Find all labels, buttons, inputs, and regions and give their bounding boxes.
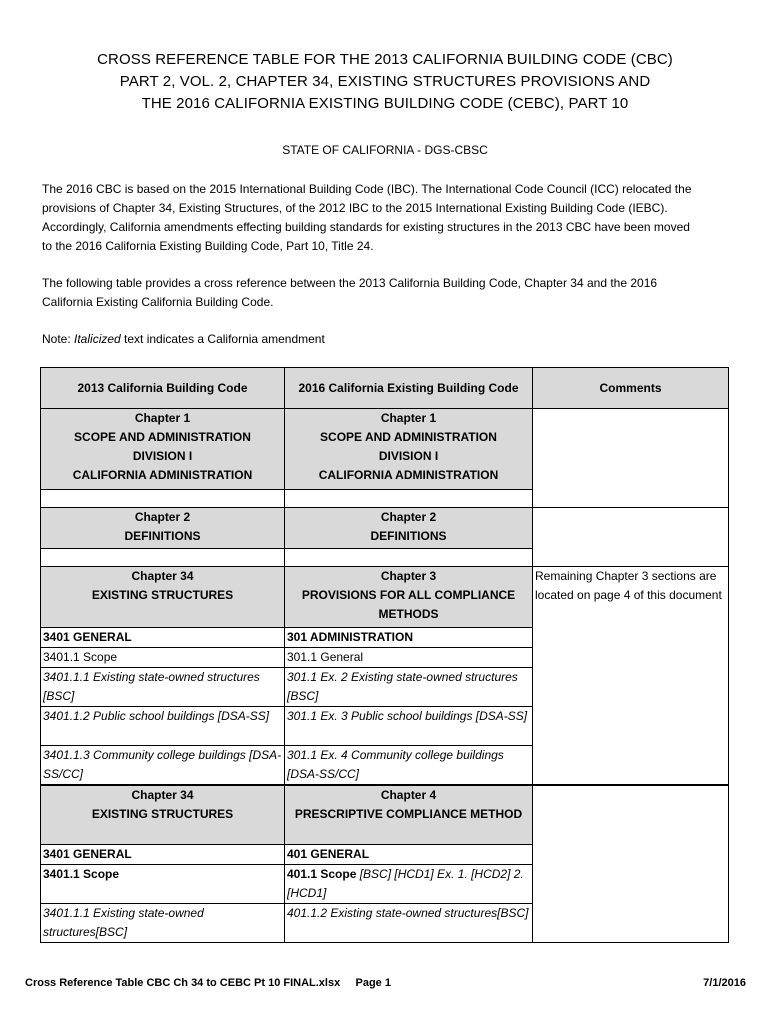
cebc-section: 401.1.2 Existing state-owned structures[BSC] — [285, 904, 533, 943]
cell-line: Chapter 1 — [134, 411, 191, 425]
table-header-row — [41, 368, 729, 409]
chapter-3-cebc — [285, 567, 533, 628]
cell-line: PRESCRIPTIVE COMPLIANCE METHOD — [294, 807, 523, 821]
cell-line: Chapter 2 — [134, 510, 191, 524]
chapter-34-cbc — [41, 567, 285, 628]
cebc-section-amendments: [BSC] [HCD1] Ex. 1. [HCD2] 2. [HCD1] — [287, 867, 524, 900]
comment-cell — [533, 409, 729, 508]
table-row — [41, 785, 729, 845]
cebc-section-number: 401.1 Scope — [287, 867, 357, 881]
chapter-1-cbc — [41, 409, 285, 490]
cell-line: EXISTING STRUCTURES — [91, 807, 234, 821]
cell-line: PROVISIONS FOR ALL COMPLIANCE — [301, 588, 516, 602]
cell-line: DEFINITIONS — [370, 529, 447, 543]
cbc-section: 3401 GENERAL — [41, 628, 285, 648]
comment-cell — [533, 785, 729, 943]
cell-line: Chapter 4 — [380, 788, 437, 802]
cebc-section: 401 GENERAL — [285, 845, 533, 865]
cell-line: DIVISION I — [132, 449, 193, 463]
footer-date: 7/1/2016 — [703, 977, 746, 989]
blank-cell — [41, 490, 285, 508]
cell-line: Chapter 2 — [380, 510, 437, 524]
blank-cell — [41, 549, 285, 567]
note-italic-word: Italicized — [74, 332, 121, 346]
cell-line: DIVISION I — [378, 449, 439, 463]
chapter-2-cbc — [41, 508, 285, 549]
cebc-section: 301.1 General — [285, 648, 533, 668]
comment-cell — [533, 508, 729, 567]
cbc-section: 3401.1 Scope — [41, 865, 285, 904]
blank-cell — [285, 490, 533, 508]
blank-cell — [285, 549, 533, 567]
cebc-section: 301.1 Ex. 2 Existing state-owned structures [BSC] — [285, 668, 533, 707]
cebc-section: 301 ADMINISTRATION — [285, 628, 533, 648]
cbc-section: 3401.1 Scope — [41, 648, 285, 668]
table-row — [41, 409, 729, 490]
footer-page-number: Page 1 — [355, 977, 391, 989]
cross-reference-table — [40, 367, 729, 943]
cbc-section: 3401.1.1 Existing state-owned structures[BSC] — [41, 904, 285, 943]
header-2013-cbc: 2013 California Building Code — [41, 368, 285, 409]
note-prefix: Note: — [42, 332, 75, 346]
chapter-2-cebc — [285, 508, 533, 549]
cell-line: EXISTING STRUCTURES — [91, 588, 234, 602]
cell-line: Chapter 34 — [131, 788, 194, 802]
intro-paragraph: The 2016 CBC is based on the 2015 International Building Code (IBC). The International Code Council (ICC) relocated the provisions of Chapter 34, Existing Structures, of the 2012 IBC to the 2015 International Existing Building Code (IEBC). Accordingly, California amendments effecting building standards for existing structures in the 2013 CBC have been moved to the 2016 California Existing Building Code, Part 10, Title 24. — [42, 182, 692, 253]
cell-line: Chapter 1 — [380, 411, 437, 425]
cell-line: SCOPE AND ADMINISTRATION — [320, 430, 497, 444]
cell-line: CALIFORNIA ADMINISTRATION — [72, 468, 253, 482]
cell-line: Chapter 34 — [131, 569, 194, 583]
cell-line: METHODS — [378, 607, 439, 621]
footer-filename: Cross Reference Table CBC Ch 34 to CEBC Pt 10 FINAL.xlsx — [25, 977, 341, 989]
title-line-3: THE 2016 CALIFORNIA EXISTING BUILDING CODE (CEBC), PART 10 — [141, 95, 629, 112]
cbc-section: 3401.1.1 Existing state-owned structures [BSC] — [41, 668, 285, 707]
table-description: The following table provides a cross reference between the 2013 California Building Code, Chapter 34 and the 2016 California Existing California Building Code. — [42, 276, 658, 309]
cell-line: DEFINITIONS — [124, 529, 201, 543]
page-footer — [25, 977, 391, 989]
document-title — [40, 49, 730, 115]
header-2016-cebc: 2016 California Existing Building Code — [285, 368, 533, 409]
cebc-section: 301.1 Ex. 4 Community college buildings [DSA-SS/CC] — [285, 746, 533, 786]
cell-line: Chapter 3 — [380, 569, 437, 583]
title-line-2: PART 2, VOL. 2, CHAPTER 34, EXISTING STRUCTURES PROVISIONS AND — [119, 73, 651, 90]
title-line-1: CROSS REFERENCE TABLE FOR THE 2013 CALIFORNIA BUILDING CODE (CBC) — [97, 51, 673, 68]
cebc-section: 301.1 Ex. 3 Public school buildings [DSA-SS] — [285, 707, 533, 746]
cbc-section: 3401 GENERAL — [41, 845, 285, 865]
note-suffix: text indicates a California amendment — [120, 332, 325, 346]
cbc-section: 3401.1.2 Public school buildings [DSA-SS] — [41, 707, 285, 746]
agency-line: STATE OF CALIFORNIA - DGS-CBSC — [282, 143, 488, 157]
italic-note — [42, 330, 692, 349]
table-row — [41, 567, 729, 628]
cell-line: CALIFORNIA ADMINISTRATION — [318, 468, 499, 482]
cebc-section — [285, 865, 533, 904]
chapter-1-cebc — [285, 409, 533, 490]
chapter-3-comment: Remaining Chapter 3 sections are located on page 4 of this document — [533, 567, 729, 786]
cbc-section: 3401.1.3 Community college buildings [DSA-SS/CC] — [41, 746, 285, 786]
chapter-34-cbc-2 — [41, 785, 285, 845]
header-comments: Comments — [533, 368, 729, 409]
cell-line: SCOPE AND ADMINISTRATION — [74, 430, 251, 444]
chapter-4-cebc — [285, 785, 533, 845]
table-row — [41, 508, 729, 549]
